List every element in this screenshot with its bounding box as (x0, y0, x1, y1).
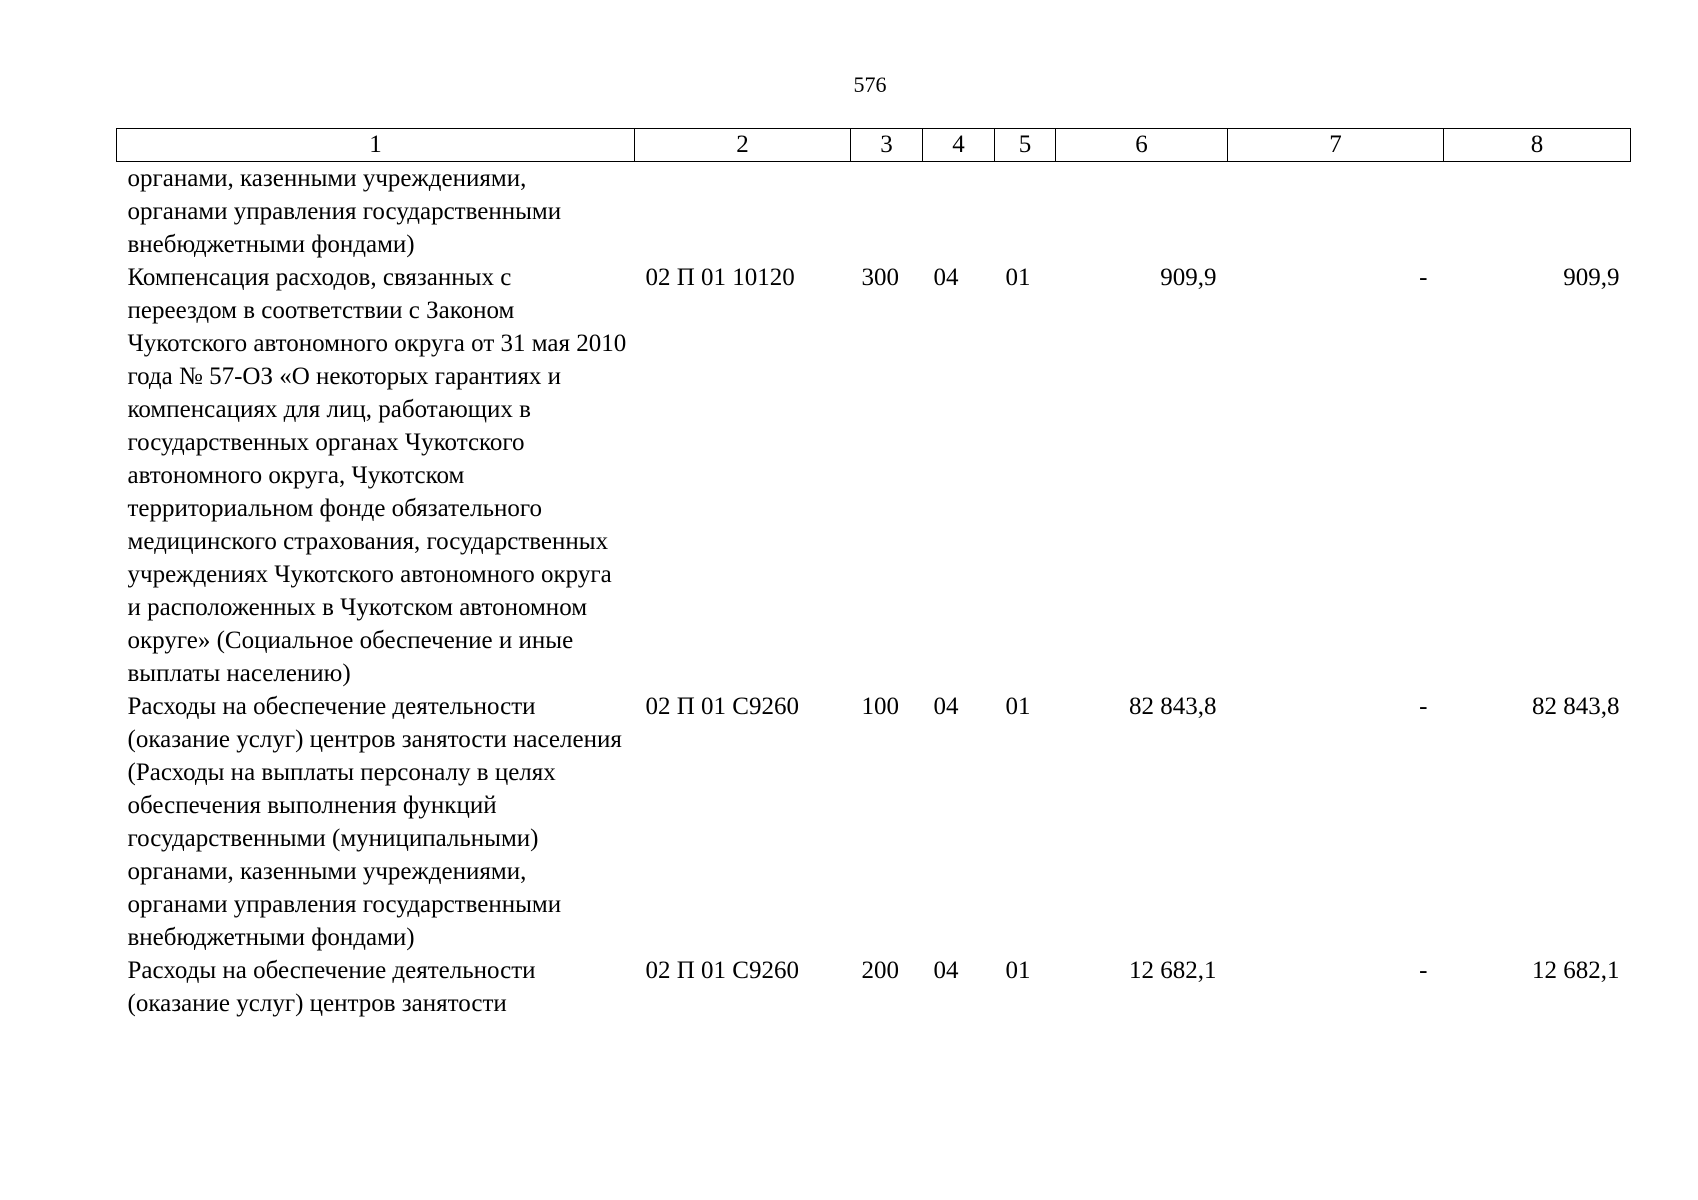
table-row (117, 690, 1631, 954)
row-col6 (1056, 162, 1228, 262)
column-header: 4 (923, 129, 995, 162)
page-number: 576 (853, 72, 887, 97)
row-col7: - (1419, 693, 1428, 720)
row-col5: 01 (1005, 693, 1031, 720)
row-col8: 12 682,1 (1532, 957, 1620, 984)
column-header: 2 (635, 129, 851, 162)
table-row (117, 261, 1631, 690)
row-code: 02 П 01 С9260 (645, 957, 799, 984)
row-col4: 04 (933, 264, 959, 291)
row-description: органами, казенными учреждениями, органами управления государственными внебюджетными фондами) (127, 165, 562, 258)
row-col7 (1228, 162, 1444, 262)
row-col4: 04 (933, 693, 959, 720)
column-header: 7 (1228, 129, 1444, 162)
row-col8 (1444, 162, 1631, 262)
column-header: 3 (851, 129, 923, 162)
row-col8: 82 843,8 (1532, 693, 1620, 720)
budget-table (116, 128, 1631, 1020)
row-col6: 12 682,1 (1129, 957, 1217, 984)
row-col7: - (1419, 957, 1428, 984)
row-description: Расходы на обеспечение деятельности (оказание услуг) центров занятости (127, 957, 536, 1017)
row-col3 (851, 162, 923, 262)
header-row (117, 129, 1631, 162)
row-code: 02 П 01 10120 (645, 264, 795, 291)
row-col6: 82 843,8 (1129, 693, 1217, 720)
row-col5: 01 (1005, 957, 1031, 984)
row-col5: 01 (1005, 264, 1031, 291)
table-row (117, 162, 1631, 262)
row-description: Расходы на обеспечение деятельности (оказание услуг) центров занятости населения (Расходы на выплаты персоналу в целях обеспечения выполнения функций государственными (муниципальными) органами, казенными учреждениями, органами управления государственными внебюджетными фондами) (127, 693, 622, 951)
column-header: 1 (117, 129, 635, 162)
row-col4 (923, 162, 995, 262)
row-col5 (995, 162, 1056, 262)
row-col3: 300 (861, 264, 899, 291)
row-description: Компенсация расходов, связанных с переездом в соответствии с Законом Чукотского автономного округа от 31 мая 2010 года № 57-ОЗ «О некоторых гарантиях и компенсациях для лиц, работающих в государственных органах Чукотского автономного округа, Чукотском территориальном фонде обязательного медицинского страхования, государственных учреждениях Чукотского автономного округа и расположенных в Чукотском автономном округе» (Социальное обеспечение и иные выплаты населению) (127, 264, 627, 687)
row-col6: 909,9 (1160, 264, 1217, 291)
row-col3: 100 (861, 693, 899, 720)
row-col8: 909,9 (1563, 264, 1620, 291)
column-header: 8 (1444, 129, 1631, 162)
row-col3: 200 (861, 957, 899, 984)
column-header: 6 (1056, 129, 1228, 162)
column-header: 5 (995, 129, 1056, 162)
row-col7: - (1419, 264, 1428, 291)
row-code: 02 П 01 С9260 (645, 693, 799, 720)
row-col4: 04 (933, 957, 959, 984)
table-row (117, 954, 1631, 1020)
row-code (635, 162, 851, 262)
